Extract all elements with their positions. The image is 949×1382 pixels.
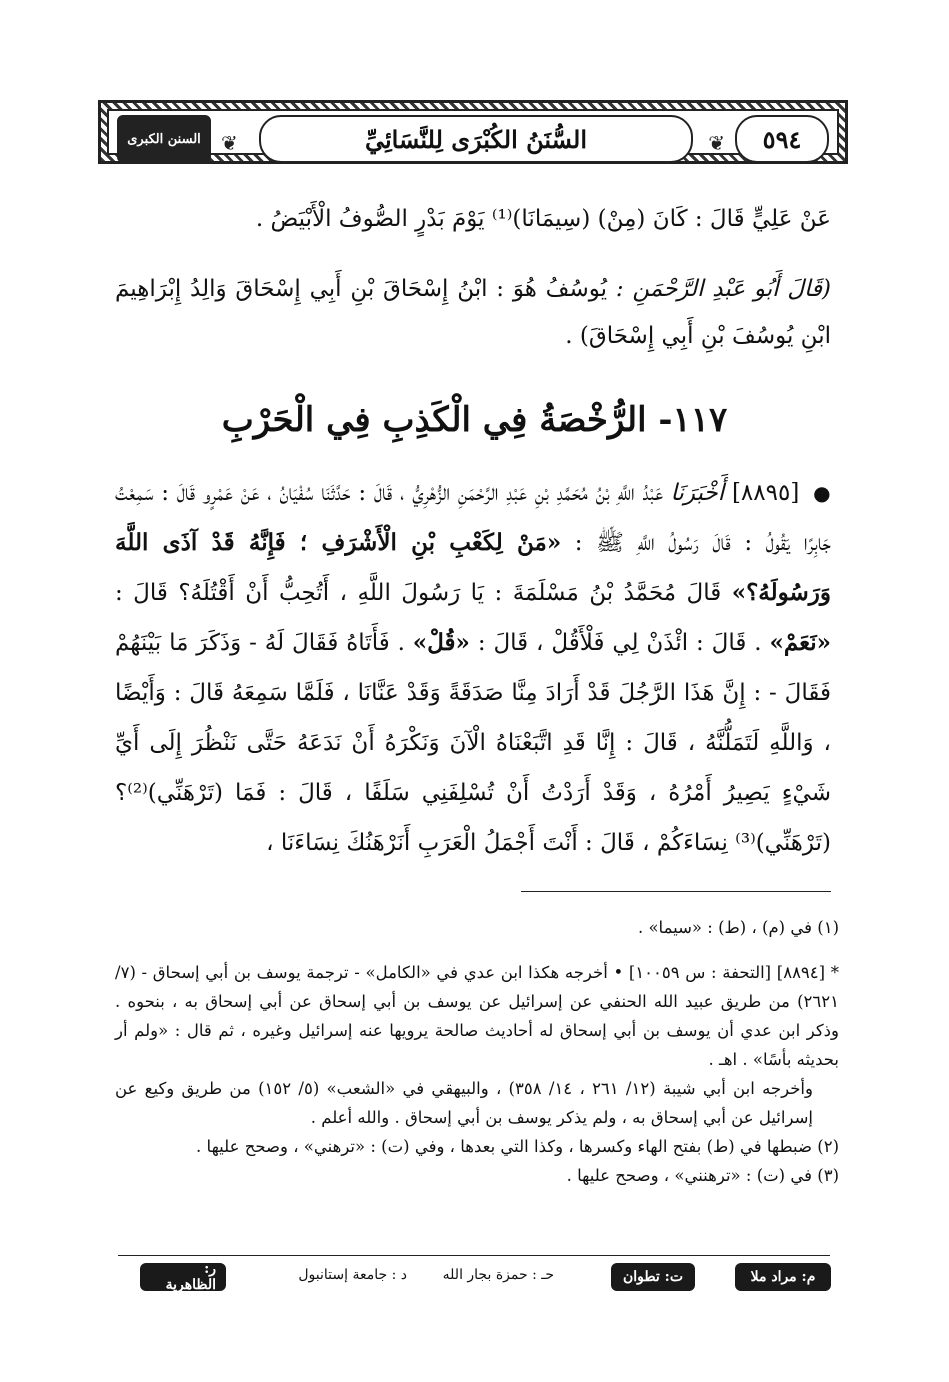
paragraph-1: عَنْ عَلِيٍّ قَالَ : كَانَ (مِنْ) (سِيمَانَا)⁽¹⁾ يَوْمَ بَدْرٍ الصُّوفُ الْأَبْيَضُ .	[255, 206, 831, 232]
chapter-title: ١١٧- الرُّخْصَةُ فِي الْكَذِبِ فِي الْحَرْبِ	[221, 400, 728, 440]
footnote-takhrij-2: وأخرجه ابن أبي شيبة (١٢/ ٢٦١ ، ١٤/ ٣٥٨) ، والبيهقي في «الشعب» (٥/ ١٥٢) من طريق وكيع عن إسرائيل عن أبي إسحاق به ، ولم يذكر يوسف بن أبي إسحاق . والله أعلم .	[115, 1079, 813, 1127]
siglum-r: ر: الظاهرية	[140, 1263, 226, 1291]
akhbarana-word: أَخْبَرَنَا	[670, 480, 725, 506]
paragraph-2-text: يُوسُفُ هُوَ : ابْنُ إِسْحَاقَ بْنِ أَبِي إِسْحَاقَ وَالِدُ إِبْرَاهِيمَ ابْنِ يُوسُفَ بْنِ أَبِي إِسْحَاقَ) .	[115, 276, 831, 349]
footnote-3: (٣) في (ت) : «ترهنني» ، وصحح عليها .	[566, 1166, 839, 1185]
header-inner-frame	[107, 109, 839, 155]
footnotes-block	[115, 958, 839, 1190]
siglum-m: م: مراد ملا	[735, 1263, 831, 1291]
footnote-takhrij: * [٨٨٩٤] [التحفة : س ١٠٠٥٩] • أخرجه هكذا ابن عدي في «الكامل» - ترجمة يوسف بن أبي إسحاق - (٧/ ٢٦٢١) من طريق عبيد الله الحنفي عن إسرائيل عن يوسف بن أبي إسحاق عن أبي إسحاق به ، بنحوه . وذكر ابن عدي أن يوسف بن أبي إسحاق له أحاديث صالحة يرويها عنه إسرائيل وغيره ، ثم قال : «ولم أر بحديثه بأسًا» . اهـ .	[115, 963, 839, 1069]
page-header	[98, 100, 848, 164]
footnote-divider	[521, 891, 831, 892]
siglum-t: ت: تطوان	[611, 1263, 695, 1291]
manuscript-footer	[0, 1263, 949, 1291]
hadith-seg-4: . فَأَتَاهُ فَقَالَ لَهُ - وَذَكَرَ مَا بَيْنَهُمْ فَقَالَ - : إِنَّ هَذَا الرَّجُلَ قَدْ أَرَادَ مِنَّا صَدَقَةً وَقَدْ عَنَّانَا ، فَلَمَّا سَمِعَهُ قَالَ : وَأَيْضًا ، وَاللَّهِ لَتَمَلُّنَّهُ ، قَالَ : إِنَّا قَدِ اتَّبَعْنَاهُ الْآنَ وَنَكْرَهُ أَنْ نَدَعَهُ حَتَّى نَنْظُرَ إِلَى أَيِّ شَيْءٍ يَصِيرُ أَمْرُهُ ، وَقَدْ أَرَدْتُ أَنْ تُسْلِفَنِي سَلَفًا ، قَالَ : فَمَا (تَرْهَنِّي)⁽²⁾؟ (تَرْهَنِّي)⁽³⁾ نِسَاءَكُمْ ، قَالَ : أَنْتَ أَجْمَلُ الْعَرَبِ أَنَرْهَنُكَ نِسَاءَنَا ،	[115, 630, 831, 856]
author-label: (قَالَ أَبُو عَبْدِ الرَّحْمَنِ :	[615, 276, 831, 302]
paragraph-2	[115, 266, 831, 360]
siglum-d: د : جامعة إستانبول	[298, 1267, 407, 1283]
ornament-right-icon: ❦	[708, 131, 725, 155]
footnote-2: (٢) ضبطها في (ط) بفتح الهاء وكسرها ، وكذا التي بعدها ، وفي (ت) : «ترهني» ، وصحح عليها .	[196, 1137, 839, 1156]
prophet-quote-3: «قُلْ»	[412, 629, 470, 656]
bullet-icon: ●	[813, 481, 832, 505]
book-logo: السنن الكبرى	[117, 115, 211, 163]
hadith-8895	[115, 468, 831, 868]
siglum-h: حـ : حمزة بجار الله	[442, 1267, 554, 1283]
prophet-quote-2: «نَعَمْ»	[769, 629, 831, 656]
prophet-quote-1: «مَنْ لِكَعْبِ بْنِ الْأَشْرَفِ ؛ فَإِنَّهُ قَدْ آذَى اللَّهَ وَرَسُولَهُ؟»	[115, 529, 831, 606]
ornament-left-icon: ❦	[221, 131, 238, 155]
book-title: السُّنَنُ الكُبْرَى لِلنَّسَائِيِّ	[259, 115, 693, 163]
hadith-seg-3: . قَالَ : ائْذَنْ لِي فَلْأَقُلْ ، قَالَ :	[469, 630, 770, 656]
hadith-seg-2: قَالَ مُحَمَّدُ بْنُ مَسْلَمَةَ : يَا رَسُولَ اللَّهِ ، أَتُحِبُّ أَنْ أَقْتُلَهُ؟ قَالَ :	[115, 580, 732, 606]
page-number: ٥٩٤	[735, 115, 829, 163]
manuscript-divider	[118, 1255, 830, 1256]
footnote-1: (١) في (م) ، (ط) : «سيما» .	[637, 918, 839, 937]
hadith-seg-1: عَبْدُ اللَّهِ بْنُ مُحَمَّدِ بْنِ عَبْدِ الرَّحْمَنِ الزُّهْرِيُّ ، قَالَ : حَدَّثَنَا سُفْيَانُ ، عَنْ عَمْرٍو قَالَ : سَمِعْتُ جَابِرًا يَقُولُ : قَالَ رَسُولُ اللَّهِ ﷺ :	[115, 480, 832, 556]
hadith-number: [٨٨٩٥]	[731, 480, 800, 506]
